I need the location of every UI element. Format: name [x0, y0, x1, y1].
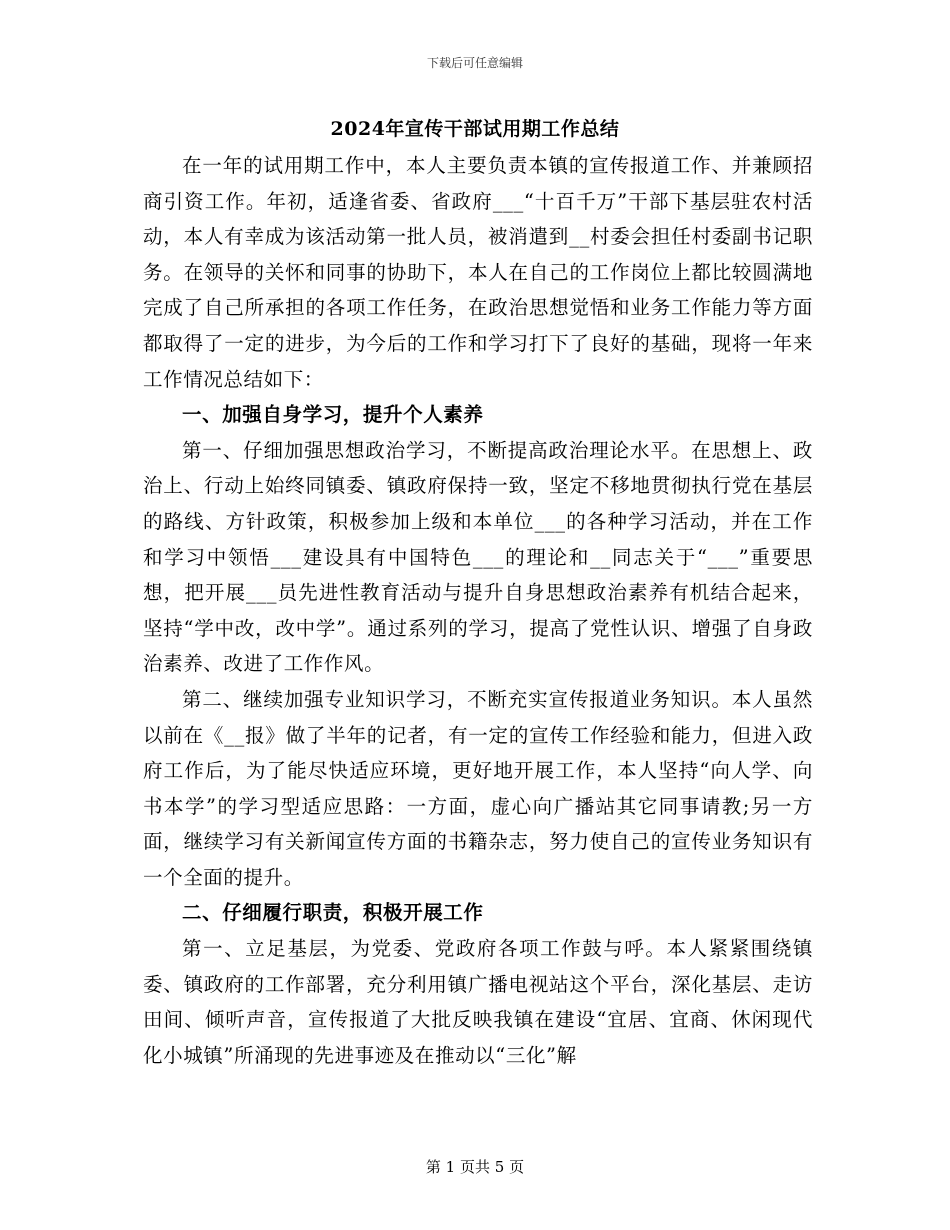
- body-paragraph-duty-1: 第一、立足基层，为党委、党政府各项工作鼓与呼。本人紧紧围绕镇委、镇政府的工作部署，充分利用镇广播电视站这个平台，深化基层、走访田间、倾听声音，宣传报道了大批反映我镇在建设“宜居、宜商、休闲现代化小城镇”所涌现的先进事迹及在推动以“三化”解: [143, 937, 813, 1067]
- page-number-footer: 第 1 页共 5 页: [425, 1158, 525, 1176]
- document-title: 2024年宣传干部试用期工作总结: [330, 118, 620, 140]
- page-header-note: 下载后可任意编辑: [426, 56, 523, 70]
- body-paragraph-study-2: 第二、继续加强专业知识学习，不断充实宣传报道业务知识。本人虽然以前在《__报》做了半年的记者，有一定的宣传工作经验和能力，但进入政府工作后，为了能尽快适应环境，更好地开展工作，本人坚持“向人学、向书本学”的学习型适应思路：一方面，虚心向广播站其它同事请教;另一方面，继续学习有关新闻宣传方面的书籍杂志，努力使自己的宣传业务知识有一个全面的提升。: [143, 687, 813, 889]
- section-heading-1: 一、加强自身学习，提升个人素养: [182, 403, 484, 427]
- section-heading-2: 二、仔细履行职责，积极开展工作: [182, 901, 484, 925]
- body-paragraph-intro: 在一年的试用期工作中，本人主要负责本镇的宣传报道工作、并兼顾招商引资工作。年初，适逢省委、省政府___“十百千万”干部下基层驻农村活动，本人有幸成为该活动第一批人员，被消遣到__村委会担任村委副书记职务。在领导的关怀和同事的协助下，本人在自己的工作岗位上都比较圆满地完成了自己所承担的各项工作任务，在政治思想觉悟和业务工作能力等方面都取得了一定的进步，为今后的工作和学习打下了良好的基础，现将一年来工作情况总结如下：: [143, 154, 813, 391]
- document-body: [143, 148, 813, 1073]
- body-paragraph-study-1: 第一、仔细加强思想政治学习，不断提高政治理论水平。在思想上、政治上、行动上始终同镇委、镇政府保持一致，坚定不移地贯彻执行党在基层的路线、方针政策，积极参加上级和本单位___的各种学习活动，并在工作和学习中领悟___建设具有中国特色___的理论和__同志关于“___”重要思想，把开展___员先进性教育活动与提升自身思想政治素养有机结合起来，坚持“学中改，改中学”。通过系列的学习，提高了党性认识、增强了自身政治素养、改进了工作作风。: [143, 438, 813, 676]
